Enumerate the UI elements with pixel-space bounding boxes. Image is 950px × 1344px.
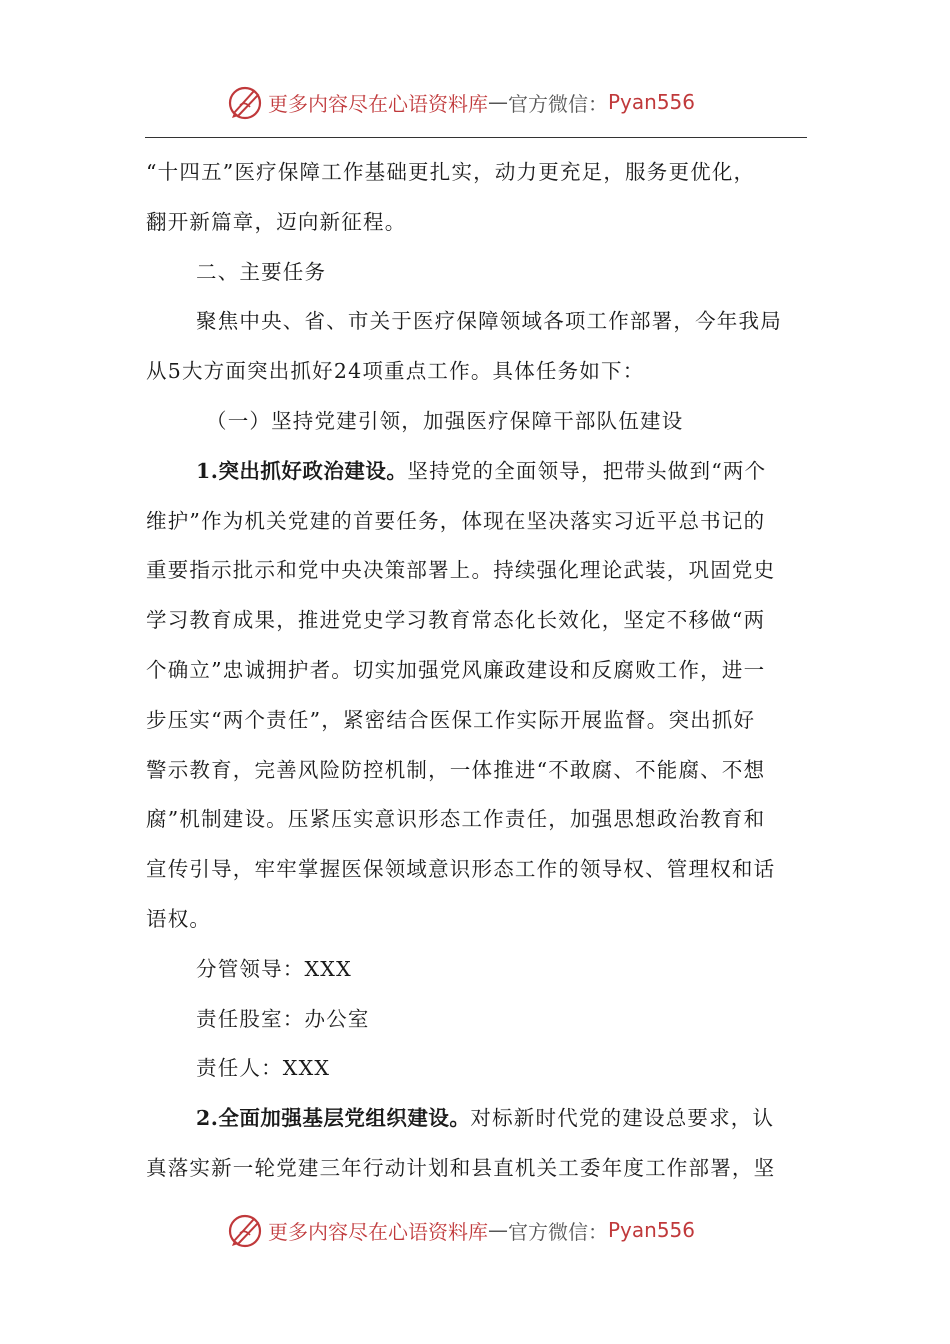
section-heading: 二、主要任务 bbox=[196, 259, 327, 284]
task1-leader: 分管领导：XXX bbox=[196, 956, 352, 981]
task1-department: 责任股室：办公室 bbox=[196, 1006, 370, 1031]
task2-first-line bbox=[146, 1094, 806, 1144]
pen-logo-icon bbox=[226, 1211, 264, 1249]
banner-wechat-id: Pyan556 bbox=[608, 1218, 696, 1242]
banner-wechat-label: 官方微信： bbox=[508, 1219, 608, 1244]
task2-first-line-rest: 对标新时代党的建设总要求，认 bbox=[470, 1106, 775, 1131]
paragraph-line: 步压实“两个责任”，紧密结合医保工作实际开展监督。突出抓好 bbox=[146, 707, 756, 732]
paragraph-line: 翻开新篇章，迈向新征程。 bbox=[146, 209, 407, 234]
paragraph-line: 个确立”忠诚拥护者。切实加强党风廉政建设和反腐败工作，进一 bbox=[146, 657, 766, 682]
paragraph-line: 聚焦中央、省、市关于医疗保障领域各项工作部署，今年我局 bbox=[196, 309, 782, 334]
pen-logo-icon bbox=[226, 83, 264, 121]
banner-text: 更多内容尽在心语资料库 bbox=[268, 1219, 488, 1244]
paragraph-line: 重要指示批示和党中央决策部署上。持续强化理论武装，巩固党史 bbox=[146, 558, 776, 583]
paragraph-line: 腐”机制建设。压紧压实意识形态工作责任，加强思想政治教育和 bbox=[146, 807, 766, 832]
banner-wechat-label: 官方微信： bbox=[508, 91, 608, 116]
paragraph-line: 语权。 bbox=[146, 906, 212, 931]
banner-separator: — bbox=[488, 1218, 508, 1242]
banner-separator: — bbox=[488, 90, 508, 114]
task1-first-line-rest: 坚持党的全面领导，把带头做到“两个 bbox=[407, 458, 767, 483]
header-banner bbox=[0, 82, 950, 122]
task1-first-line bbox=[146, 447, 806, 497]
paragraph-line: “十四五”医疗保障工作基础更扎实，动力更充足，服务更优化， bbox=[146, 160, 756, 184]
subsection-heading: （一）坚持党建引领，加强医疗保障干部队伍建设 bbox=[206, 408, 684, 433]
banner-text: 更多内容尽在心语资料库 bbox=[268, 91, 488, 116]
document-body bbox=[146, 148, 806, 1194]
banner-wechat-id: Pyan556 bbox=[608, 90, 696, 114]
task2-title: 2.全面加强基层党组织建设。 bbox=[196, 1106, 471, 1131]
paragraph-line: 从5大方面突出抓好24项重点工作。具体任务如下： bbox=[146, 359, 645, 384]
header-rule bbox=[145, 137, 807, 138]
paragraph-line: 真落实新一轮党建三年行动计划和县直机关工委年度工作部署，坚 bbox=[146, 1155, 776, 1180]
task1-title: 1.突出抓好政治建设。 bbox=[196, 458, 408, 483]
footer-banner bbox=[0, 1210, 950, 1250]
paragraph-line: 维护”作为机关党建的首要任务，体现在坚决落实习近平总书记的 bbox=[146, 508, 766, 533]
paragraph-line: 宣传引导，牢牢掌握医保领域意识形态工作的领导权、管理权和话 bbox=[146, 857, 776, 882]
paragraph-line: 学习教育成果，推进党史学习教育常态化长效化，坚定不移做“两 bbox=[146, 608, 766, 633]
task1-person: 责任人：XXX bbox=[196, 1056, 331, 1081]
paragraph-line: 警示教育，完善风险防控机制，一体推进“不敢腐、不能腐、不想 bbox=[146, 757, 766, 782]
